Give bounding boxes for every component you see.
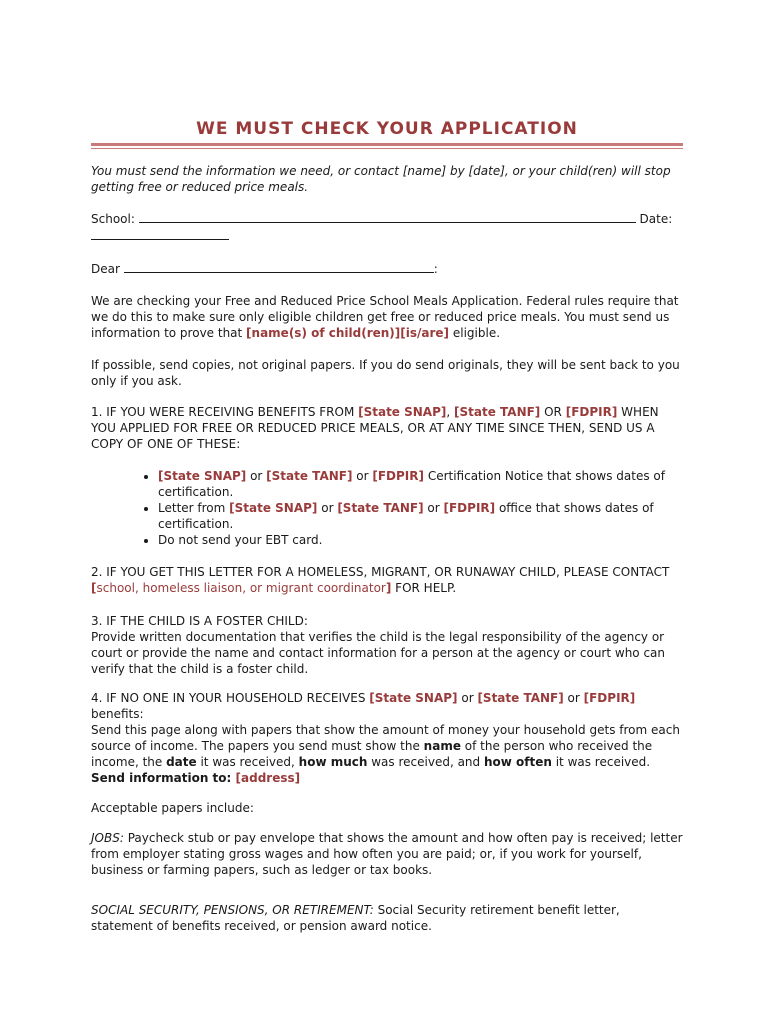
how-much-emphasis: how much — [298, 755, 368, 769]
jobs-paragraph — [91, 830, 683, 878]
send-information-label: Send information to: — [91, 771, 236, 785]
state-tanf-placeholder: [State TANF] — [337, 501, 424, 515]
state-snap-placeholder: [State SNAP] — [358, 405, 447, 419]
section-4-heading — [91, 690, 683, 722]
section-1-or: OR — [540, 405, 566, 419]
section-2-text-b: FOR HELP. — [391, 581, 457, 595]
section-2-text-a: 2. IF YOU GET THIS LETTER FOR A HOMELESS, MIGRANT, OR RUNAWAY CHILD, PLEASE CONTACT — [91, 565, 670, 579]
intro-text: You must send the information we need, or contact [name] by [date], or your child(ren) will stop getting free or reduced price meals. — [91, 164, 671, 194]
section-1-text-a: 1. IF YOU WERE RECEIVING BENEFITS FROM — [91, 405, 359, 419]
list-item — [158, 468, 683, 500]
fdpir-placeholder: [FDPIR] — [372, 469, 424, 483]
acceptable-papers-heading: Acceptable papers include: — [91, 801, 254, 815]
section-4-text — [91, 722, 683, 786]
date-label: Date: — [639, 212, 673, 226]
section-1-heading — [91, 404, 683, 452]
list-item-text: Letter from — [158, 501, 230, 515]
jobs-label: JOBS: — [91, 831, 124, 845]
section-1-comma: , — [446, 405, 455, 419]
school-blank[interactable] — [139, 210, 636, 223]
state-snap-placeholder: [State SNAP] — [369, 691, 458, 705]
section-3-heading: 3. IF THE CHILD IS A FOSTER CHILD: — [91, 614, 308, 628]
section-4-p5: it was received. — [551, 755, 651, 769]
contact-placeholder: school, homeless liaison, or migrant coordinator — [96, 581, 386, 595]
children-placeholder: [name(s) of child(ren)][is/are] — [246, 326, 450, 340]
paragraph-checking — [91, 293, 683, 341]
how-often-emphasis: how often — [483, 755, 552, 769]
section-4-p3: it was received, — [196, 755, 299, 769]
school-label: School: — [91, 212, 135, 226]
title-divider — [91, 148, 683, 149]
address-placeholder: [address] — [235, 771, 301, 785]
or-text: or — [317, 501, 338, 515]
dear-colon: : — [433, 262, 438, 276]
dear-blank[interactable] — [124, 260, 434, 273]
section-1-list — [91, 468, 683, 548]
section-4-p2: of the person who received the income, the — [91, 739, 653, 769]
social-security-paragraph — [91, 902, 683, 934]
date-blank[interactable] — [91, 227, 229, 240]
paragraph-checking-end: eligible. — [449, 326, 501, 340]
section-4-p4: was received, and — [367, 755, 484, 769]
dear-label: Dear — [91, 262, 120, 276]
section-2-heading — [91, 564, 683, 596]
or-text: or — [246, 469, 267, 483]
section-4-p1: Send this page along with papers that show the amount of money your household gets from each source of income. The papers you send must show the — [91, 723, 680, 753]
dear-line — [91, 260, 683, 277]
social-security-label: SOCIAL SECURITY, PENSIONS, OR RETIREMENT: — [91, 903, 374, 917]
state-snap-placeholder: [State SNAP] — [158, 469, 247, 483]
or-text: or — [352, 469, 373, 483]
or-text: or — [457, 691, 478, 705]
section-1-text-b: WHEN YOU APPLIED FOR FREE OR REDUCED PRICE MEALS, OR AT ANY TIME SINCE THEN, SEND US A COPY OF ONE OF THESE: — [91, 405, 659, 451]
state-tanf-placeholder: [State TANF] — [266, 469, 353, 483]
state-tanf-placeholder: [State TANF] — [454, 405, 541, 419]
bracket-open: [ — [91, 581, 97, 595]
state-snap-placeholder: [State SNAP] — [229, 501, 318, 515]
document-body — [91, 118, 683, 934]
or-text: or — [563, 691, 584, 705]
date-emphasis: date — [166, 755, 197, 769]
paragraph-copies: If possible, send copies, not original papers. If you do send originals, they will be sent back to you only if you ask. — [91, 358, 680, 388]
list-item: • Do not send your EBT card. — [158, 532, 683, 548]
page-title: WE MUST CHECK YOUR APPLICATION — [91, 118, 683, 146]
list-item — [158, 500, 683, 532]
section-4-text-a: 4. IF NO ONE IN YOUR HOUSEHOLD RECEIVES — [91, 691, 370, 705]
state-tanf-placeholder: [State TANF] — [477, 691, 564, 705]
fdpir-placeholder: [FDPIR] — [443, 501, 496, 515]
section-4-text-b: benefits: — [91, 707, 144, 721]
school-date-line — [91, 210, 683, 244]
or-text: or — [423, 501, 444, 515]
paragraph-checking-text: We are checking your Free and Reduced Price School Meals Application. Federal rules require that we do this to make sure only eligible children get free or reduced price meals. You must send us information to prove that — [91, 294, 679, 340]
fdpir-placeholder: [FDPIR] — [565, 405, 618, 419]
name-emphasis: name — [423, 739, 461, 753]
jobs-text: Paycheck stub or pay envelope that shows the amount and how often pay is received; letter from employer stating gross wages and how often you are paid; or, if you work for yourself, business or farming papers, such as ledger or tax books. — [91, 831, 683, 877]
section-3-text: Provide written documentation that verifies the child is the legal responsibility of the agency or court or provide the name and contact information for a person at the agency or court who can verify that the child is a foster child. — [91, 630, 666, 676]
bracket-close: ] — [385, 581, 392, 595]
fdpir-placeholder: [FDPIR] — [583, 691, 636, 705]
list-item-text: Certification Notice that shows dates of certification. — [158, 469, 665, 499]
social-security-text: Social Security retirement benefit letter, statement of benefits received, or pension award notice. — [91, 903, 620, 933]
list-item-text: office that shows dates of certification. — [158, 501, 654, 531]
